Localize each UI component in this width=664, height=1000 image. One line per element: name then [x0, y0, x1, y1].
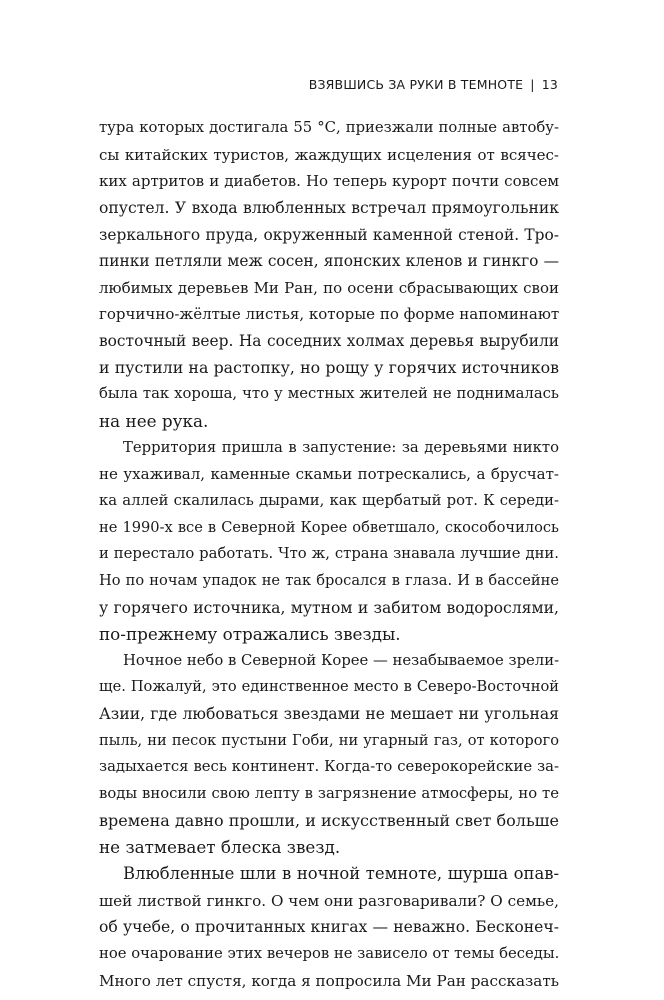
text-line: Ночное небо в Северной Корее — незабываемое зрели- — [123, 651, 560, 669]
text-line: ка аллей скалилась дырами, как щербатый рот. К середи- — [99, 491, 559, 509]
text-line: Азии, где любоваться звездами не мешает ни угольная — [99, 705, 559, 724]
text-line: Много лет спустя, когда я попросила Ми Ран рассказать — [99, 971, 560, 990]
text-line: пыль, ни песок пустыни Гоби, ни угарный газ, от которого — [99, 731, 559, 749]
text-line: сы китайских туристов, жаждущих исцеления от всячес- — [99, 145, 559, 164]
text-line: шей листвой гинкго. О чем они разговаривали? О семье, — [99, 891, 559, 910]
running-title: ВЗЯВШИСЬ ЗА РУКИ В ТЕМНОТЕ — [308, 77, 524, 92]
text-line: зеркального пруда, окруженный каменной стеной. Тро- — [99, 225, 559, 244]
text-line: ких артритов и диабетов. Но теперь курорт почти совсем — [99, 172, 559, 191]
text-line: была так хороша, что у местных жителей не поднималась — [99, 385, 559, 403]
text-line: об учебе, о прочитанных книгах — неважно. Бесконеч- — [99, 918, 559, 937]
text-line: не ухаживал, каменные скамьи потрескались, а брусчат- — [99, 465, 559, 484]
text-line: времена давно прошли, и искусственный свет больше — [99, 810, 559, 830]
text-line: и перестало работать. Что ж, страна знавала лучшие дни. — [99, 545, 559, 563]
running-header — [309, 77, 558, 92]
text-line: по-прежнему отражались звезды. — [99, 624, 401, 645]
page-number: 13 — [541, 77, 558, 92]
text-line: Но по ночам упадок не так бросался в глаза. И в бассейне — [99, 571, 559, 589]
text-line: у горячего источника, мутном и забитом водорослями, — [99, 598, 559, 617]
text-line: горчично-жёлтые листья, которые по форме напоминают — [99, 305, 560, 324]
text-line: воды вносили свою лепту в загрязнение атмосферы, но те — [99, 785, 559, 803]
text-line: пинки петляли меж сосен, японских кленов и гинкго — — [99, 252, 559, 271]
text-line: на нее рука. — [99, 411, 209, 432]
text-line: ное очарование этих вечеров не зависело от темы беседы. — [99, 944, 560, 962]
text-line: опустел. У входа влюбленных встречал прямоугольник — [99, 198, 559, 217]
text-line: восточный веер. На соседних холмах деревья вырубили — [99, 332, 559, 351]
text-line: тура которых достигала 55 °С, приезжали полные автобу- — [99, 119, 559, 136]
text-line: не затмевает блеска звезд. — [99, 837, 341, 858]
text-line: не 1990-х все в Северной Корее обветшало, скособочилось — [99, 518, 559, 536]
header-separator: | — [530, 77, 535, 92]
text-line: Влюбленные шли в ночной темноте, шурша опав- — [123, 863, 559, 883]
text-line: любимых деревьев Ми Ран, по осени сбрасывающих свои — [99, 278, 559, 297]
text-line: Территория пришла в запустение: за деревьями никто — [123, 438, 559, 456]
body-text — [99, 115, 559, 994]
text-line: задыхается весь континент. Когда-то северокорейские за- — [99, 758, 559, 776]
text-line: ще. Пожалуй, это единственное место в Северо-Восточной — [99, 678, 559, 696]
text-line: и пустили на растопку, но рощу у горячих источников — [99, 357, 559, 377]
